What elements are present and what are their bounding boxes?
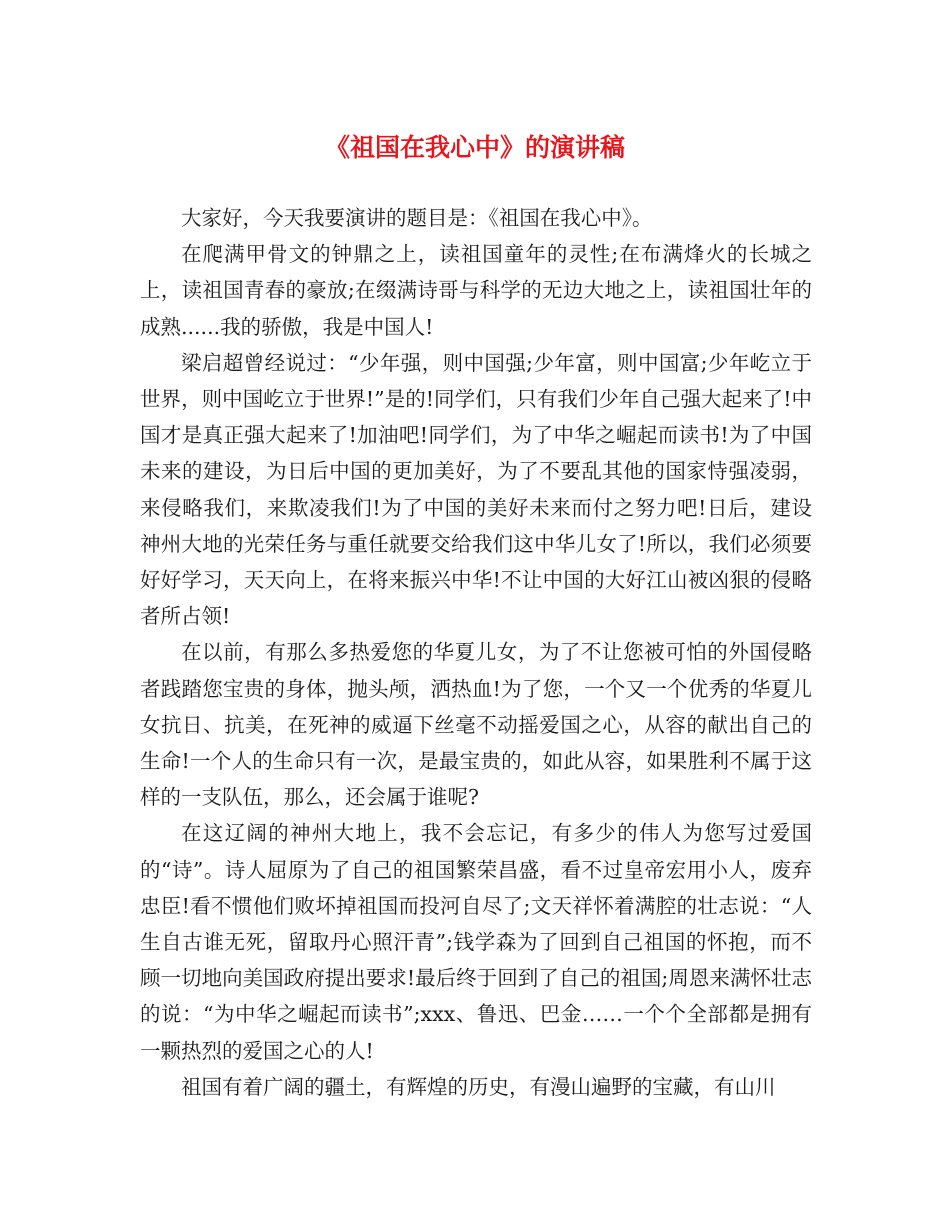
paragraph-youth: 梁启超曾经说过：“少年强，则中国强;少年富，则中国富;少年屹立于世界，则中国屹立于世界!”是的!同学们，只有我们少年自己强大起来了!中国才是真正强大起来了!加油吧!同学们，为了中华之崛起而读书!为了中国未来的建设，为日后中国的更加美好，为了不要乱其他的国家恃强凌弱，来侵略我们，来欺凌我们!为了中国的美好未来而付之努力吧!日后，建设神州大地的光荣任务与重任就要交给我们这中华儿女了!所以，我们必须要好好学习，天天向上，在将来振兴中华!不让中国的大好江山被凶狠的侵略者所占领! — [140, 350, 812, 629]
paragraph-land: 祖国有着广阔的疆土，有辉煌的历史，有漫山遍野的宝藏，有山川 — [181, 1074, 776, 1099]
paragraph-greeting: 大家好，今天我要演讲的题目是：《祖国在我心中》。 — [181, 206, 653, 230]
document-body — [140, 200, 812, 1105]
document-title: 《祖国在我心中》的演讲稿 — [324, 133, 625, 162]
paragraph-sacrifice: 在以前，有那么多热爱您的华夏儿女，为了不让您被可怕的外国侵略者践踏您宝贵的身体，抛头颅，洒热血!为了您，一个又一个优秀的华夏儿女抗日、抗美，在死神的威逼下丝毫不动摇爱国之心，从容的献出自己的生命!一个人的生命只有一次，是最宝贵的，如此从容，如果胜利不属于这样的一支队伍，那么，还会属于谁呢? — [140, 640, 812, 810]
paragraph-history: 在爬满甲骨文的钟鼎之上，读祖国童年的灵性;在布满烽火的长城之上，读祖国青春的豪放;在缀满诗哥与科学的无边大地之上，读祖国壮年的成熟......我的骄傲，我是中国人! — [140, 242, 812, 339]
paragraph-patriots: 在这辽阔的神州大地上，我不会忘记，有多少的伟人为您写过爱国的“诗”。诗人屈原为了自己的祖国繁荣昌盛，看不过皇帝宏用小人，废弃忠臣!看不惯他们败坏掉祖国而投河自尽了;文天祥怀着满腔的壮志说：“人生自古谁无死，留取丹心照汗青”;钱学森为了回到自己祖国的怀抱，而不顾一切地向美国政府提出要求!最后终于回到了自己的祖国;周恩来满怀壮志的说：“为中华之崛起而读书”;xxx、鲁迅、巴金……一个个全部都是拥有一颗热烈的爱国之心的人! — [140, 821, 812, 1063]
